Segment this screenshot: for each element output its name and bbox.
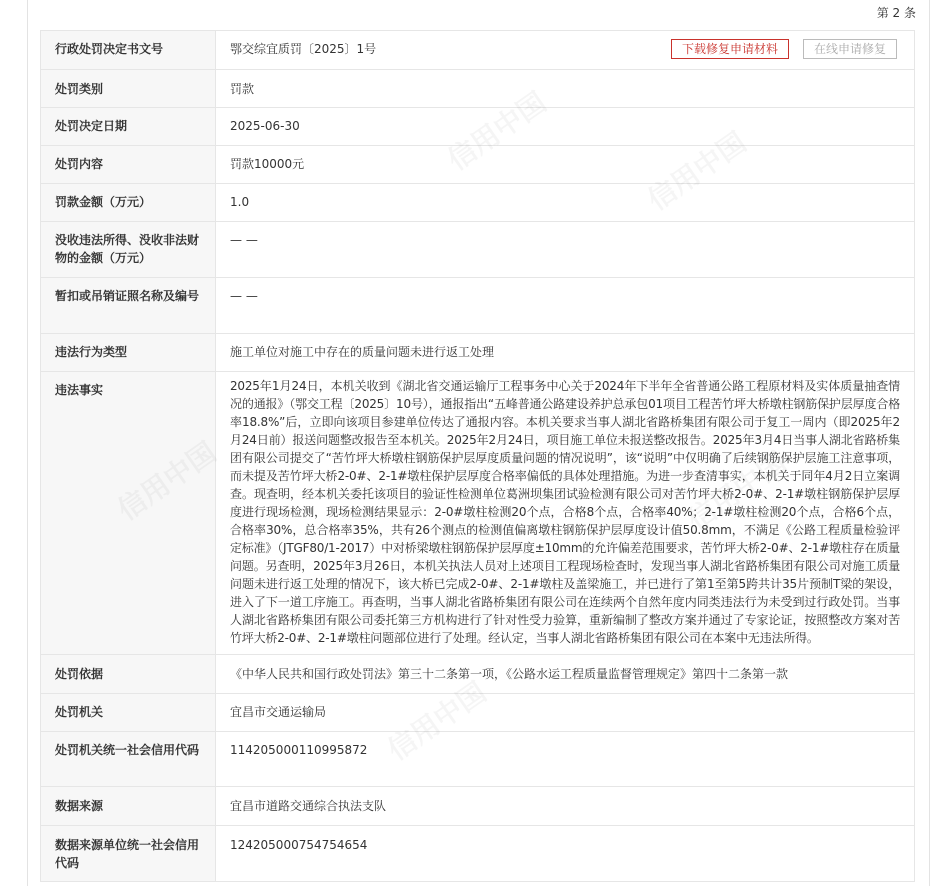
field-label: 罚款金额（万元） [41, 184, 216, 221]
violation-facts-text: 2025年1月24日，本机关收到《湖北省交通运输厅工程事务中心关于2024年下半年全省普通公路工程原材料及实体质量抽查情况的通报》（鄂交工程〔2025〕10号），通报指出“五峰普通公路建设养护总承包01项目工程苦竹坪大桥墩柱钢筋保护层厚度合格率18.8%”后，立即向该项目参建单位传达了通报内容。本机关要求当事人湖北省路桥集团有限公司于复工一周内（即2025年2月24日前）报送问题整改报告至本机关。2025年2月24日，项目施工单位未报送整改报告。2025年3月4日当事人湖北省路桥集团有限公司提交了“苦竹坪大桥墩柱钢筋保护层厚度质量问题的情况说明”，该“说明”中仅明确了后续钢筋保护层施工注意事项，而未提及苦竹坪大桥2-0#、2-1#墩柱保护层厚度合格率偏低的具体处理措施。为进一步查清事实，本机关于同年4月2日立案调查。现查明，经本机关委托该项目的验证性检测单位葛洲坝集团试验检测有限公司对苦竹坪大桥2-0#、2-1#墩柱钢筋保护层厚度进行现场检测，现场检测结果显示：2-0#墩柱检测20个点，合格8个点，合格率40%；2-1#墩柱检测20个点，合格6个点，合格率30%，总合格率35%，共有26个测点的检测值偏离墩柱钢筋保护层厚度设计值50.8mm，不满足《公路工程质量检验评定标准》（JTGF80/1-2017）中对桥梁墩柱钢筋保护层厚度±10mm的允许偏差范围要求，苦竹坪大桥2-0#、2-1#墩柱存在质量问题。另查明，2025年3月26日，本机关执法人员对上述项目工程现场检查时，发现当事人湖北省路桥集团有限公司对施工质量问题未进行返工处理的情况下，该大桥已完成2-0#、2-1#墩柱及盖梁施工，并已进行了第1至第5跨共计35片预制T梁的架设，进入了下一道工序施工。再查明，当事人湖北省路桥集团有限公司在连续两个自然年度内同类违法行为未受到过行政处罚。当事人湖北省路桥集团有限公司委托第三方机构进行了针对性受力验算，重新编制了整改方案并通过了专家论证，按照整改方案对苦竹坪大桥2-0#、2-1#墩柱问题部位进行了处理。经认定，当事人湖北省路桥集团有限公司在本案中无违法所得。 [230, 379, 900, 645]
table-row [41, 146, 914, 184]
online-repair-apply-button[interactable]: 在线申请修复 [803, 39, 897, 59]
field-label: 数据来源单位统一社会信用代码 [41, 826, 216, 881]
field-value: — — [230, 233, 258, 247]
table-row [41, 31, 914, 70]
table-row [41, 826, 914, 882]
table-row [41, 732, 914, 787]
field-value: 1.0 [230, 195, 250, 209]
field-value: 罚款 [230, 82, 255, 96]
watermark: 信用中国 [681, 445, 793, 537]
field-value: 罚款10000元 [230, 157, 305, 171]
table-row [41, 70, 914, 108]
table-row [41, 787, 914, 826]
table-row [41, 694, 914, 732]
field-label: 没收违法所得、没收非法财物的金额（万元） [41, 222, 216, 277]
field-value [216, 31, 914, 69]
field-label: 暂扣或吊销证照名称及编号 [41, 278, 216, 333]
field-label: 行政处罚决定书文号 [41, 31, 216, 69]
watermark: 信用中国 [441, 85, 553, 177]
field-label: 处罚内容 [41, 146, 216, 183]
table-row [41, 184, 914, 222]
field-label: 处罚类别 [41, 70, 216, 107]
field-label: 违法行为类型 [41, 334, 216, 371]
decision-number: 鄂交综宜质罚〔2025〕1号 [230, 42, 377, 56]
field-value: 124205000754754654 [230, 838, 368, 852]
field-label: 处罚机关 [41, 694, 216, 731]
table-row [41, 372, 914, 655]
field-label: 违法事实 [41, 372, 216, 654]
table-row [41, 222, 914, 278]
table-row [41, 655, 914, 694]
field-value: 《中华人民共和国行政处罚法》第三十二条第一项，《公路水运工程质量监督管理规定》第四十二条第一款 [230, 667, 789, 681]
record-count: 第 2 条 [876, 6, 916, 20]
download-repair-materials-button[interactable]: 下载修复申请材料 [671, 39, 789, 59]
field-label: 处罚依据 [41, 655, 216, 693]
field-label: 处罚决定日期 [41, 108, 216, 145]
field-value: — — [230, 289, 258, 303]
watermark: 信用中国 [641, 125, 753, 217]
penalty-detail-table [40, 30, 915, 882]
field-label: 处罚机关统一社会信用代码 [41, 732, 216, 786]
field-value: 114205000110995872 [230, 743, 368, 757]
field-value: 宜昌市交通运输局 [230, 705, 327, 719]
watermark: 信用中国 [381, 675, 493, 767]
table-row [41, 334, 914, 372]
field-value: 宜昌市道路交通综合执法支队 [230, 799, 387, 813]
field-value: 2025-06-30 [230, 119, 300, 133]
field-value: 施工单位对施工中存在的质量问题未进行返工处理 [230, 345, 495, 359]
table-row [41, 108, 914, 146]
table-row [41, 278, 914, 334]
field-label: 数据来源 [41, 787, 216, 825]
